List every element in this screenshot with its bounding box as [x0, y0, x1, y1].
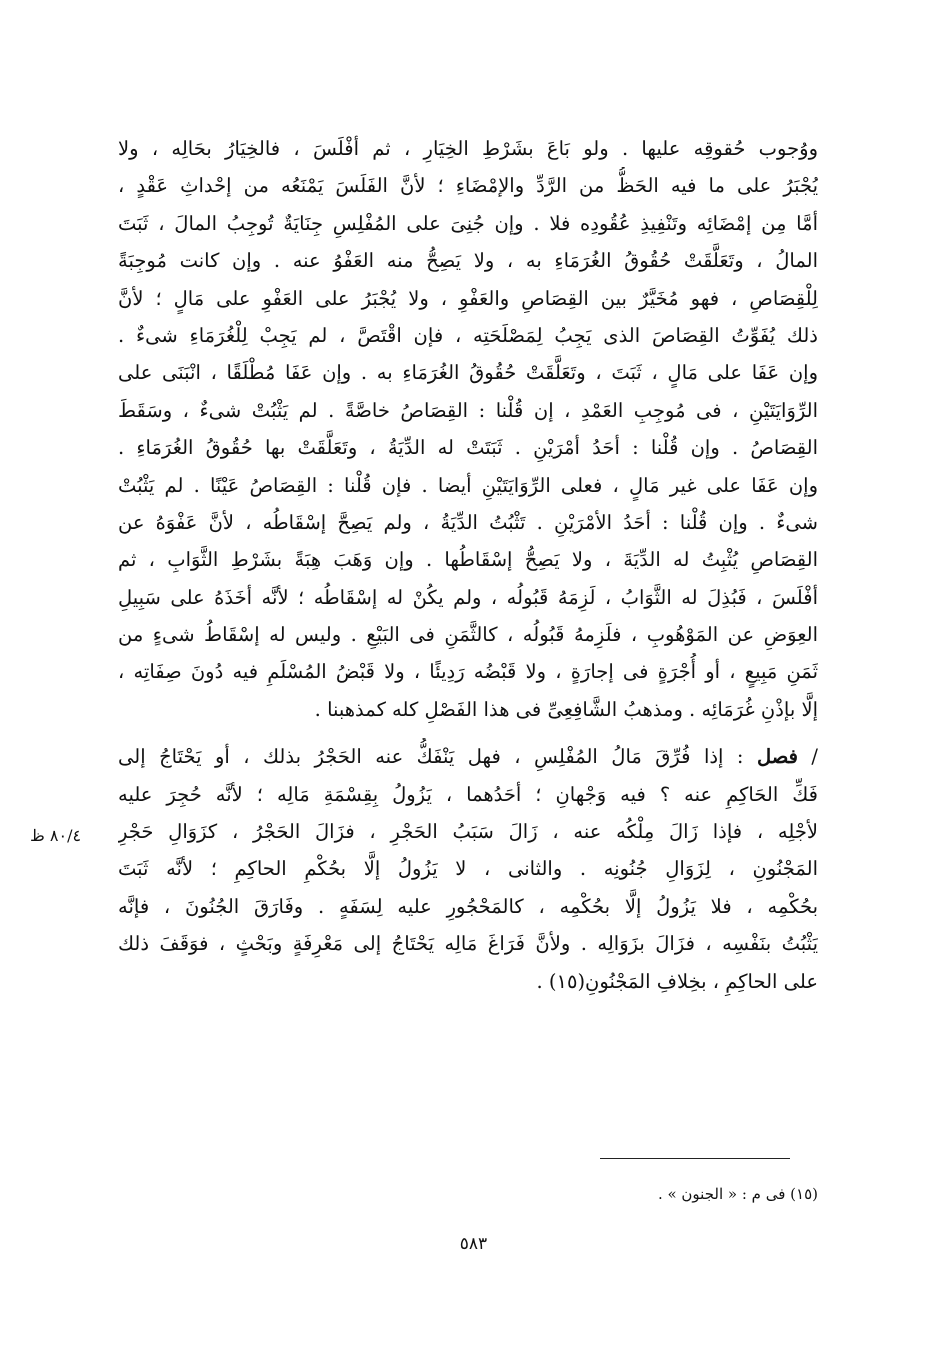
text-line: أمَّا مِن إمْضَائِه وتَنْفِيذِ عُقُودِه فلا . وإن جُنِىَ على المُفْلِسِ جِنَايَةٌ تُوجِبُ المالَ ، ثَبَتَ: [118, 211, 818, 235]
footnote-divider: [600, 1158, 790, 1159]
page-number: ٥٨٣: [459, 1234, 488, 1254]
heading-line-rest: : إذا فُرِّقَ مَالُ المُفْلِسِ ، فهل يَنْفَكُّ عنه الحَجْرُ بذلك ، أو يَحْتَاجُ إلى: [118, 745, 757, 769]
text-line: شىءٌ . وإن قُلْنا : أحَدُ الأمْرَيْنِ . تَثْبُتُ الدِّيَةُ ، ولم يَصِحَّ إسْقَاطُه ، لأنَّ عَفْوَهُ عن: [118, 510, 818, 534]
text-line: العِوَضِ عن المَوْهُوبِ ، فلَزِمهُ قَبُولُه ، كالثَّمَنِ فى البَيْعِ . وليس له إسْقَاطُ شىءٍ من: [118, 623, 818, 647]
text-line: ذلك يُفَوِّتُ القِصَاصَ الذى يَجِبُ لِمَصْلَحَتِه ، فإن اقْتَصَّ ، لم يَجِبْ لِلْغُرَمَاءِ شىءٌ .: [118, 323, 818, 347]
text-line: وإن عَفَا على مَالٍ ، ثَبَتَ ، وتَعَلَّقَتْ حُقُوقُ الغُرَمَاءِ به . وإن عَفَا مُطْلَقًا ، انْبَنَى على: [118, 361, 818, 385]
text-line: أفْلَسَ ، فَبُذِلَ له الثَّوَابُ ، لَزِمَهُ قَبُولُه ، ولم يكُنْ له إسْقَاطُه ؛ لأنَّه أخَذَهُ على سَبِيلِ: [118, 585, 818, 609]
text-line: لِلْقِصَاصِ ، فهو مُخَيَّرٌ بين القِصَاصِ والعَفْوِ ، ولا يُجْبَرُ على العَفْوِ على مَالٍ ؛ لأنَّ: [118, 286, 818, 310]
text-line: وإن عَفَا على غير مَالٍ ، فعلى الرِّوَايَتَيْنِ أيضا . فإن قُلْنا : القِصَاصُ عَيْنًا . لم يَثْبُتْ: [118, 473, 818, 497]
footnote: (١٥) فى م : « الجنون » .: [657, 1185, 818, 1203]
margin-folio-marker: ٨٠/٤ ظ: [30, 826, 82, 845]
text-line: إلَّا بإذْنِ غُرَمَائِه . ومذهبُ الشَّافِعِىِّ فى هذا الفَصْلِ كله كمذهبنا .: [314, 697, 818, 721]
paragraph-gap: [118, 728, 818, 738]
text-line-heading: [118, 738, 818, 775]
text-line: يَثْبُتُ بنَفْسِه ، فزَالَ بزَوَالِه . ولأنَّ فَرَاغَ مَالِه يَحْتَاجُ إلى مَعْرِفَةٍ وبَحْثٍ ، فوَقَفَ ذلك: [118, 932, 818, 956]
text-line: المالُ ، وتَعَلَّقَتْ حُقُوقُ الغُرَمَاءِ به ، ولا يَصِحُّ منه العَفْوُ عنه . وإن كانت مُوجِبَةً: [118, 249, 818, 273]
main-text: [118, 130, 818, 1000]
text-line: القِصَاصِ يُثْبِتُ له الدِّيَةَ ، ولا يَصِحُّ إسْقَاطُها . وإن وَهَبَ هِبَةً بشَرْطِ الثَّوَابِ ، ثم: [118, 548, 818, 572]
text-line: على الحاكِمِ ، بخِلافِ المَجْنُونِ(١٥) .: [536, 969, 818, 993]
text-line: المَجْنُونِ ، لِزَوَالِ جُنُونِه . والثانى ، لا يَزُولُ إلَّا بحُكْمِ الحاكِمِ ؛ لأنَّه ثَبَتَ: [118, 857, 818, 881]
text-line: فَكِّ الحَاكِمِ عنه ؟ فيه وَجْهانِ ؛ أحَدُهما ، يَزُولُ بِقِسْمَةِ مَالِه ؛ لأنَّه حُجِرَ عليه: [118, 782, 818, 806]
text-line: لأجْلِه ، فإذا زَالَ مِلْكُه عنه ، زَالَ سَبَبُ الحَجْرِ ، فزَالَ الحَجْرُ ، كزَوَالِ حَجْرِ: [118, 820, 818, 844]
paragraph-2: [118, 738, 818, 1000]
text-line: ثَمَنِ مَبِيعٍ ، أو أُجْرَةٍ فى إجارَةٍ ، ولا قَبْضُه رَدِيئًا ، ولا قَبْضُ المُسْلَمِ فيه دُونَ صِفَاتِه ،: [118, 660, 818, 684]
text-line: ووُجوب حُقوقِه عليها . ولو بَاعَ بشَرْطِ الخِيَارِ ، ثم أفْلَسَ ، فالخِيَارُ بحَالِه ، ولا: [118, 137, 818, 160]
text-line: القِصَاصُ . وإن قُلْنا : أحَدُ أمْرَيْنِ . ثَبَتَتْ له الدِّيَةُ ، وتَعَلَّقَتْ بها حُقُوقُ الغُرَمَاءِ .: [118, 436, 818, 460]
text-line: الرِّوَايَتَيْنِ ، فى مُوجِبِ العَمْدِ ، إن قُلْنا : القِصَاصُ خاصَّةً . لم يَثْبُتْ شىءٌ ، وسَقَطَ: [118, 398, 818, 422]
section-heading: فصل: [756, 745, 798, 769]
text-line: بحُكْمِه ، فلا يَزُولُ إلَّا بحُكْمِه ، كالمَحْجُورِ عليه لِسَفَهٍ . وفَارَقَ الجُنُونَ ، فإنَّه: [118, 894, 818, 918]
folio-slash: /: [797, 745, 818, 769]
text-line: يُجْبَرُ على ما فيه الحَظُّ من الرَّدِّ والإمْضَاءِ ؛ لأنَّ الفَلَسَ يَمْنَعُه من إحْداثِ عَقْدٍ ،: [118, 174, 818, 198]
paragraph-1: [118, 130, 818, 728]
